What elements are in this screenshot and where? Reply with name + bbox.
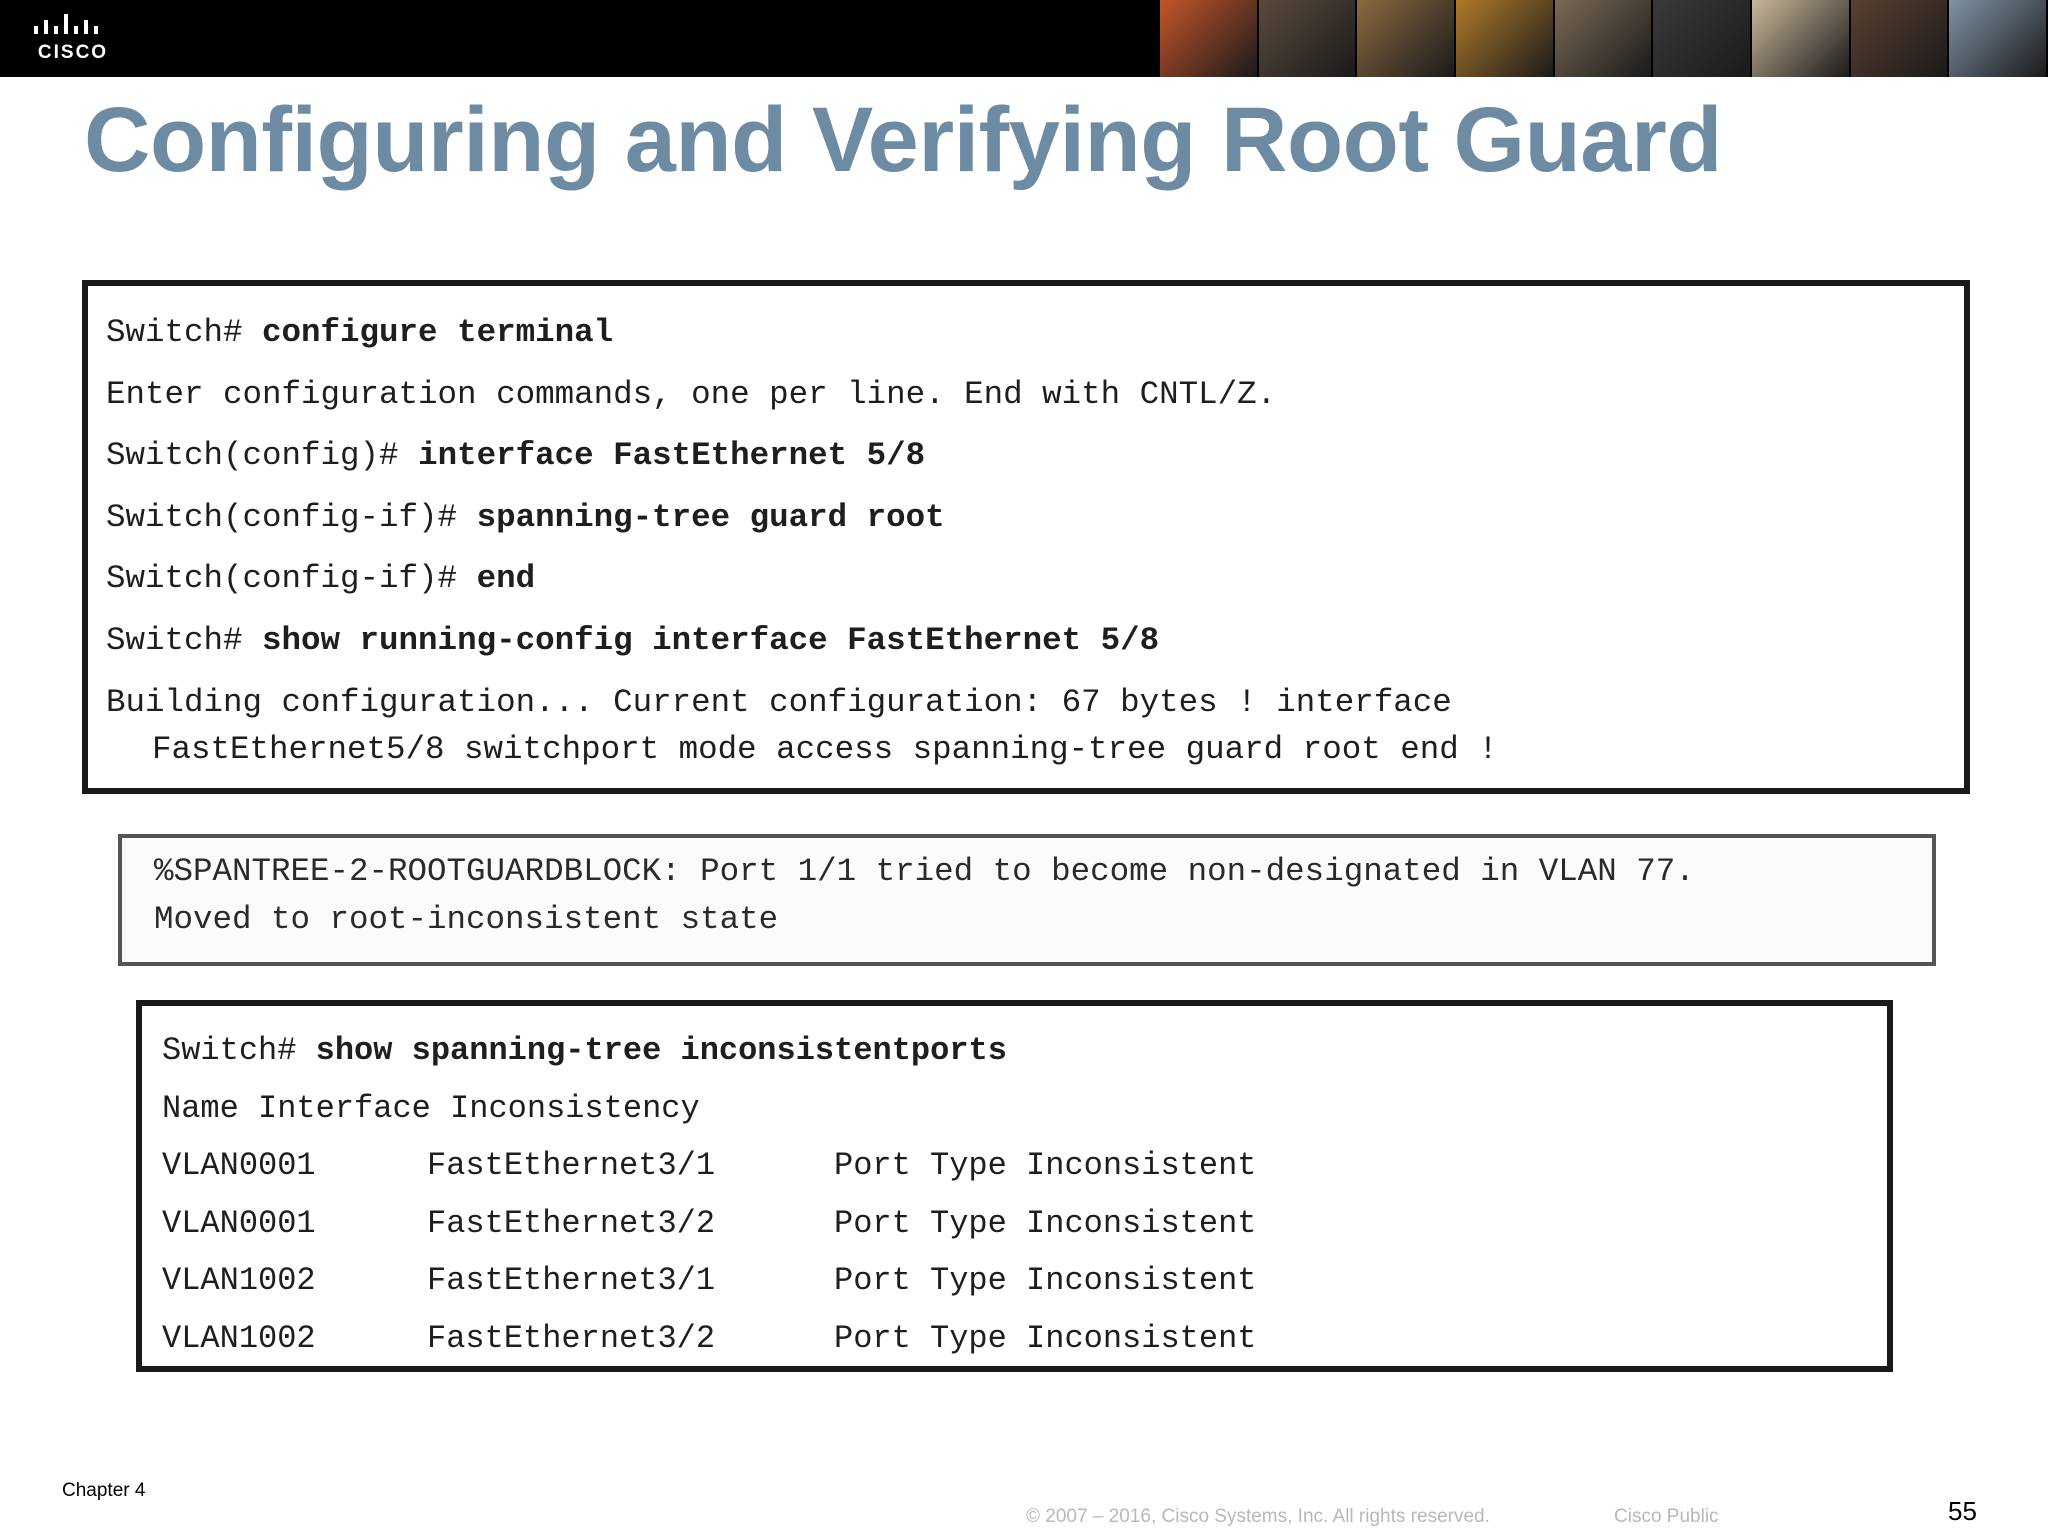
header-photo bbox=[1949, 0, 2048, 77]
prompt: Switch(config-if)# bbox=[106, 498, 477, 536]
footer-chapter: Chapter 4 bbox=[62, 1480, 146, 1501]
command: spanning-tree guard root bbox=[476, 498, 945, 536]
footer-copyright: © 2007 – 2016, Cisco Systems, Inc. All rights reserved. bbox=[1026, 1506, 1490, 1527]
vlan-name: VLAN1002 bbox=[162, 1319, 316, 1357]
prompt: Switch# bbox=[106, 621, 263, 659]
header-photo bbox=[1555, 0, 1654, 77]
header-photo-strip bbox=[1160, 0, 2048, 77]
command: configure terminal bbox=[262, 314, 614, 351]
command: interface FastEthernet 5/8 bbox=[418, 437, 926, 474]
prompt: Switch(config-if)# bbox=[106, 560, 477, 597]
terminal-output-line: FastEthernet5/8 switchport mode access spanning-tree guard root end ! bbox=[152, 731, 1498, 768]
interface-name: FastEthernet3/2 bbox=[427, 1319, 716, 1357]
header-photo bbox=[1752, 0, 1851, 77]
terminal-line: Enter configuration commands, one per line. End with CNTL/Z. bbox=[106, 375, 1277, 413]
interface-name: FastEthernet3/1 bbox=[427, 1262, 716, 1299]
interface-name: FastEthernet3/2 bbox=[427, 1204, 716, 1242]
header-photo bbox=[1456, 0, 1555, 77]
cisco-logo bbox=[30, 14, 116, 64]
log-line: Moved to root-inconsistent state bbox=[154, 901, 779, 938]
prompt: Switch(config)# bbox=[106, 437, 419, 474]
cisco-logo-text: CISCO bbox=[37, 42, 109, 63]
interface-name: FastEthernet3/1 bbox=[427, 1147, 716, 1184]
table-row bbox=[162, 1310, 1887, 1368]
footer-classification: Cisco Public bbox=[1614, 1506, 1719, 1527]
terminal-line bbox=[106, 548, 1964, 610]
inconsistent-ports-panel bbox=[136, 1000, 1893, 1372]
vlan-name: VLAN1002 bbox=[162, 1262, 316, 1299]
command: show running-config interface FastEthernet 5/8 bbox=[262, 621, 1160, 659]
rootguard-log-panel bbox=[118, 834, 1936, 966]
command: show spanning-tree inconsistentports bbox=[315, 1032, 1007, 1069]
terminal-line bbox=[106, 610, 1964, 672]
prompt: Switch# bbox=[162, 1032, 316, 1069]
vlan-name: VLAN0001 bbox=[162, 1204, 316, 1242]
header-photo bbox=[1357, 0, 1456, 77]
table-row bbox=[162, 1195, 1887, 1253]
header-photo bbox=[1160, 0, 1259, 77]
terminal-line bbox=[106, 425, 1964, 487]
terminal-line bbox=[106, 487, 1964, 549]
log-line: %SPANTREE-2-ROOTGUARDBLOCK: Port 1/1 tried to become non-designated in VLAN 77. bbox=[154, 853, 1695, 890]
header-bar bbox=[0, 0, 2048, 77]
inconsistency: Port Type Inconsistent bbox=[834, 1262, 1257, 1299]
terminal-line bbox=[162, 1022, 1887, 1080]
table-row bbox=[162, 1137, 1887, 1195]
terminal-output-line: Building configuration... Current configuration: 67 bytes ! interface bbox=[106, 684, 1452, 721]
inconsistency: Port Type Inconsistent bbox=[834, 1204, 1257, 1242]
header-photo bbox=[1653, 0, 1752, 77]
vlan-name: VLAN0001 bbox=[162, 1147, 316, 1184]
table-row bbox=[162, 1252, 1887, 1310]
prompt: Switch# bbox=[106, 314, 263, 351]
table-header: Name Interface Inconsistency bbox=[162, 1089, 700, 1127]
inconsistency: Port Type Inconsistent bbox=[834, 1147, 1257, 1184]
page-number: 55 bbox=[1948, 1496, 1977, 1526]
cisco-bars-icon bbox=[30, 14, 116, 40]
header-photo bbox=[1851, 0, 1950, 77]
header-photo bbox=[1259, 0, 1358, 77]
page-title: Configuring and Verifying Root Guard bbox=[84, 89, 1722, 191]
terminal-line bbox=[106, 302, 1964, 364]
inconsistency: Port Type Inconsistent bbox=[834, 1319, 1257, 1357]
command: end bbox=[476, 560, 536, 597]
config-terminal-panel bbox=[82, 280, 1970, 794]
